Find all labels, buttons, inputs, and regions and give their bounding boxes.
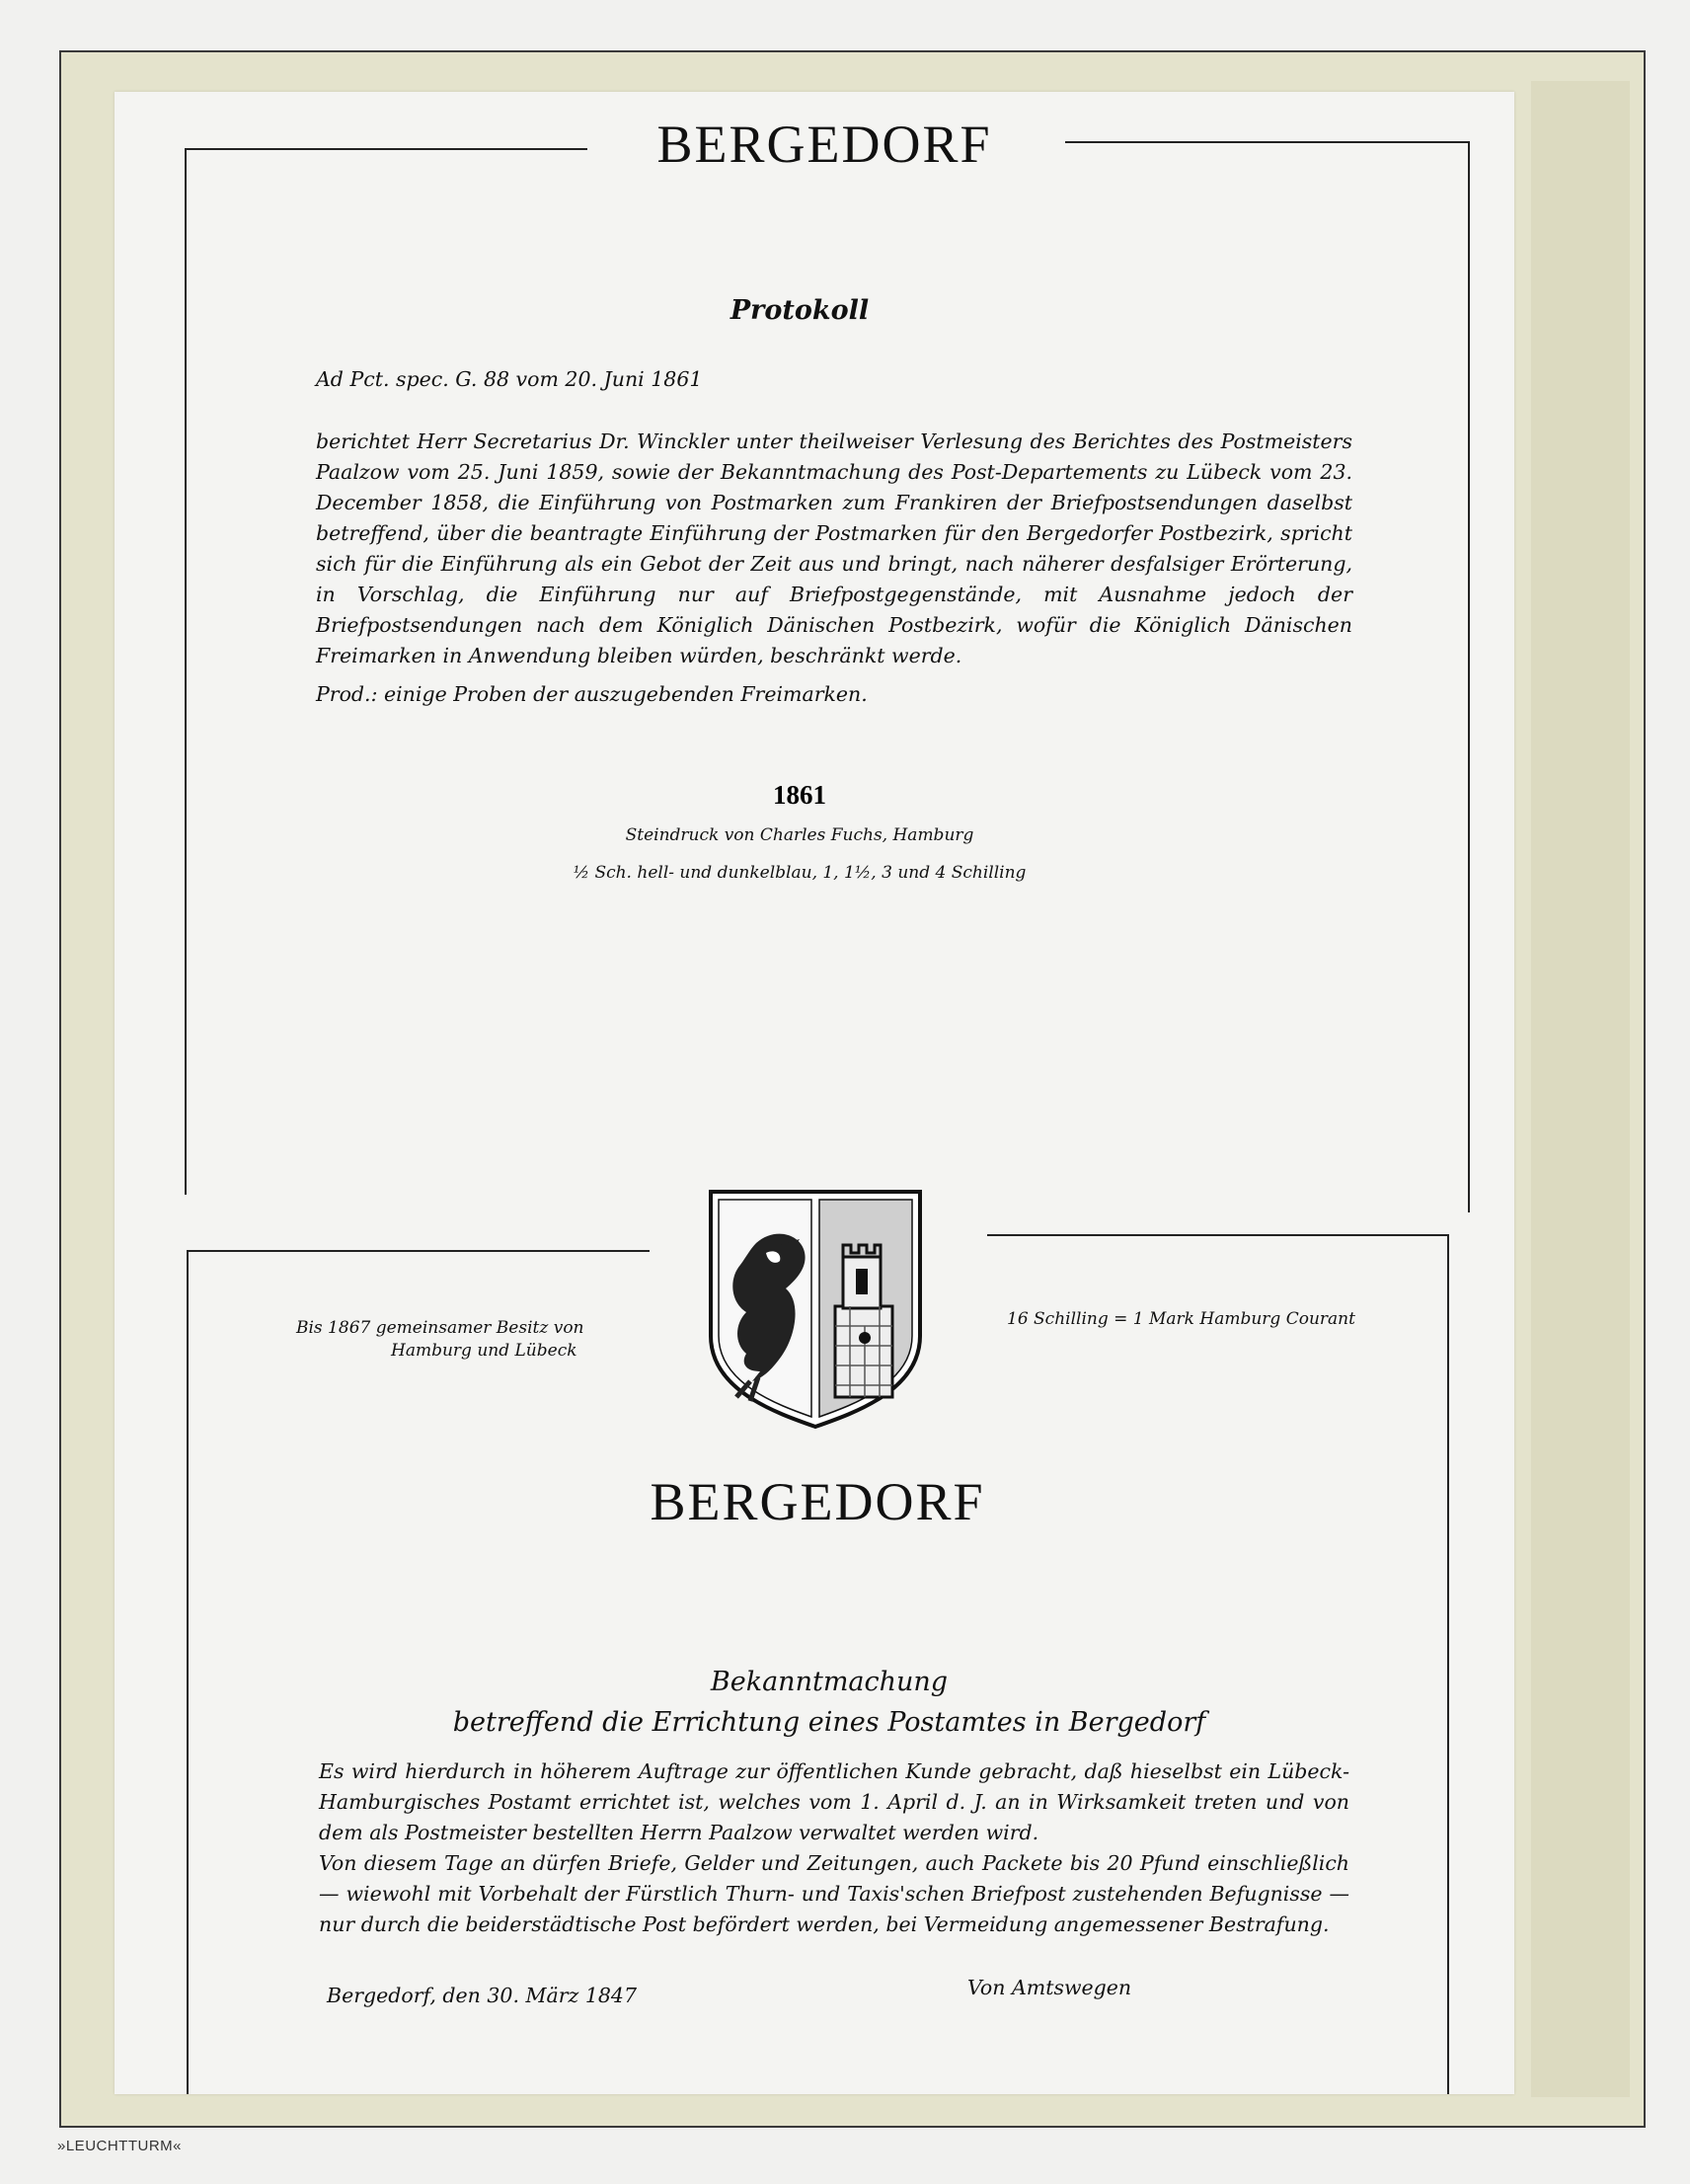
coat-of-arms-icon: [707, 1188, 924, 1431]
brand-mark: »LEUCHTTURM«: [57, 2138, 183, 2154]
stamp-values-note: ½ Sch. hell- und dunkelblau, 1, 1½, 3 und 4 Schilling: [573, 863, 1027, 883]
announcement-signature: Von Amtswegen: [967, 1976, 1132, 1999]
upper-frame-right: [1468, 141, 1470, 1212]
protokoll-body: berichtet Herr Secretarius Dr. Winckler unter theilweiser Verlesung des Berichtes des Postmeisters Paalzow vom 25. Juni 1859, sowie der Bekanntmachung des Post-Departements zu Lübeck vom 23. December 1858, die Einführung von Postmarken zum Frankiren der Briefpostsendungen daselbst betreffend, über die beantragte Einführung der Postmarken für den Bergedorfer Postbezirk, spricht sich für die Einführung als ein Gebot der Zeit aus und bringt, nach näherer desfalsiger Erörterung, in Vorschlag, die Einführung nur auf Briefpostgegenstände, mit Ausnahme jedoch der Briefpostsendungen nach dem Königlich Dänischen Postbezirk, wofür die Königlich Dänischen Freimarken in Anwendung bleiben würden, beschränkt werde.: [316, 429, 1352, 667]
announcement-heading: Bekanntmachung: [710, 1667, 949, 1697]
page-margin-band: [1531, 81, 1630, 2097]
ownership-note-line2: Hamburg und Lübeck: [391, 1341, 577, 1361]
announcement-para-1: Es wird hierdurch in höherem Auftrage zur öffentlichen Kunde gebracht, daß hieselbst ein Lübeck-Hamburgisches Postamt errichtet ist, welches vom 1. April d. J. an in Wirksamkeit treten und von dem als Postmeister bestellten Herrn Paalzow verwaltet werden wird.: [319, 1759, 1349, 1844]
upper-frame-top-left: [185, 148, 587, 150]
ownership-note-line1: Bis 1867 gemeinsamer Besitz von: [296, 1318, 584, 1338]
protokoll-prod: Prod.: einige Proben der auszugebenden Freimarken.: [316, 682, 868, 706]
announcement-subheading: betreffend die Errichtung eines Postamtes in Bergedorf: [452, 1707, 1206, 1738]
lower-frame-top-left: [187, 1250, 650, 1252]
lower-title: BERGEDORF: [650, 1472, 985, 1531]
protokoll-heading: Protokoll: [730, 295, 870, 326]
upper-frame-top-right: [1065, 141, 1470, 143]
protokoll-reference: Ad Pct. spec. G. 88 vom 20. Juni 1861: [316, 367, 703, 391]
printer-note: Steindruck von Charles Fuchs, Hamburg: [625, 825, 974, 845]
lower-frame-top-right: [987, 1234, 1449, 1236]
currency-note: 16 Schilling = 1 Mark Hamburg Courant: [1007, 1309, 1355, 1329]
announcement-place-date: Bergedorf, den 30. März 1847: [327, 1984, 637, 2007]
lower-frame-left: [187, 1250, 189, 2094]
issue-year: 1861: [773, 780, 826, 810]
upper-frame-left: [185, 148, 187, 1195]
upper-title: BERGEDORF: [656, 115, 992, 174]
lower-frame-right: [1447, 1234, 1449, 2094]
announcement-para-2: Von diesem Tage an dürfen Briefe, Gelder und Zeitungen, auch Packete bis 20 Pfund einschließlich — wiewohl mit Vorbehalt der Fürstlich Thurn- und Taxis'schen Briefpost zustehenden Befugnisse — nur durch die beiderstädtische Post befördert werden, bei Vermeidung angemessener Bestrafung.: [319, 1851, 1349, 1936]
album-sheet: [115, 92, 1514, 2094]
